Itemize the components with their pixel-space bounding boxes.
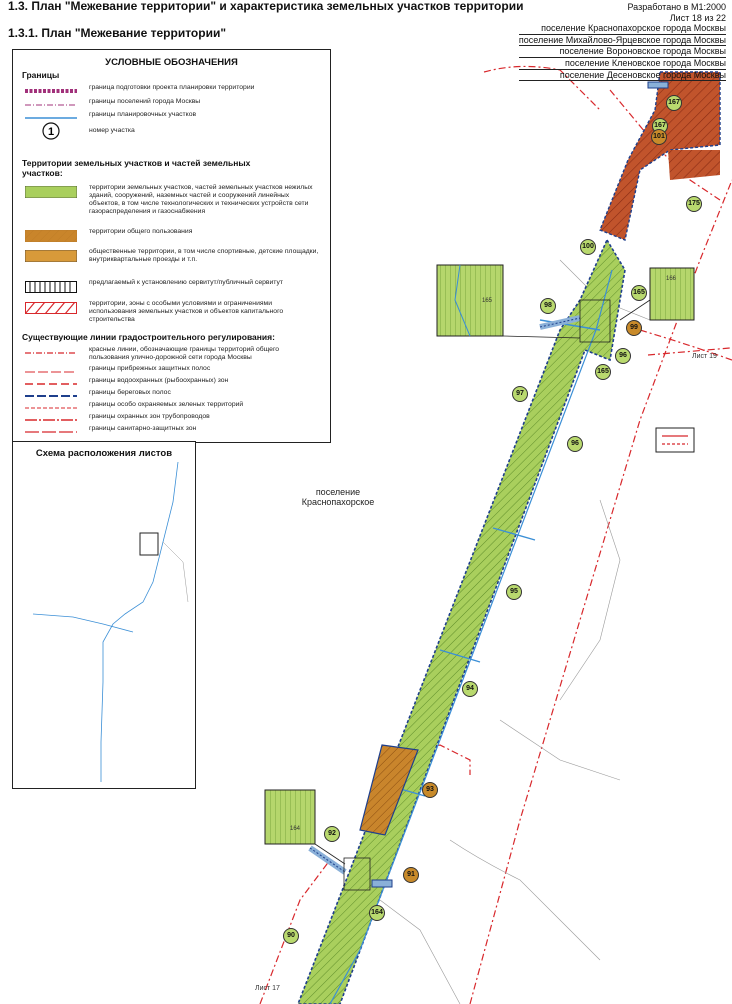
legend-lines-heading: Существующие линии градостроительного регулирования:: [22, 332, 275, 342]
legend-label: границы санитарно-защитных зон: [89, 425, 197, 432]
legend-label: граница подготовки проекта планировки территории: [89, 84, 255, 91]
page-title: 1.3. План "Межевание территории" и характеристика земельных участков территории: [8, 0, 524, 13]
legend-label: границы береговых полос: [89, 389, 171, 396]
plot-marker: 90: [283, 928, 299, 944]
plot-marker: 165: [631, 285, 647, 301]
restricted-zone-right: [668, 150, 720, 180]
settlement-name: поселение Кленовское города Москвы: [519, 58, 726, 70]
swatch-orange: [25, 250, 77, 262]
legend-label: предлагаемый к установлению сервитут/публичный сервитут: [89, 279, 283, 286]
plot-marker: 175: [686, 196, 702, 212]
legend-borders-heading: Границы: [22, 70, 60, 80]
settlement-name: поселение Десеновское города Москвы: [519, 70, 726, 82]
legend-row: [21, 184, 321, 218]
swatch-red-line: [25, 348, 77, 358]
sheet-layout-scheme: [12, 441, 196, 789]
plot-marker: 92: [324, 826, 340, 842]
legend-label: границы водоохранных (рыбоохранных) зон: [89, 377, 229, 384]
scheme-title: Схема расположения листов: [35, 448, 173, 459]
legend-territories-heading: Территории земельных участков и частей земельных участков:: [22, 158, 251, 178]
swatch-pipeline-zone: [25, 415, 77, 425]
swatch-brown: [25, 230, 77, 242]
plot-marker: 101: [651, 129, 667, 145]
detail-label: 166: [666, 276, 677, 282]
swatch-green: [25, 186, 77, 198]
legend-row: [21, 425, 321, 439]
legend-label: границы прибрежных защитных полос: [89, 365, 211, 372]
legend-row: [21, 84, 321, 98]
plot-marker: 100: [580, 239, 596, 255]
legend-row: [21, 279, 321, 299]
legend-title: УСЛОВНЫЕ ОБОЗНАЧЕНИЯ: [105, 57, 238, 68]
swatch-settlement-border: [25, 100, 77, 110]
swatch-water-protection: [25, 379, 77, 389]
legend-label: номер участка: [89, 127, 135, 134]
detail-label: 164: [290, 826, 301, 832]
plot-marker: 167: [652, 118, 668, 134]
red-symbol-box: [656, 428, 694, 452]
swatch-servitude: [25, 281, 77, 293]
plot-marker: 95: [506, 584, 522, 600]
sheet-text: Лист 18 из 22: [669, 12, 726, 23]
legend-label: границы охранных зон трубопроводов: [89, 413, 210, 420]
plot-marker: 99: [626, 320, 642, 336]
legend-label: границы планировочных участков: [89, 111, 197, 118]
settlement-label: поселение Краснопахорское: [301, 487, 375, 507]
legend-label: территории общего пользования: [89, 228, 193, 235]
plot-marker: 97: [512, 386, 528, 402]
page-subtitle: 1.3.1. План "Межевание территории": [8, 26, 227, 40]
settlement-name: поселение Вороновское города Москвы: [519, 46, 726, 58]
corridor-green: [298, 240, 625, 1004]
plot-marker: 93: [422, 782, 438, 798]
legend-row: [21, 124, 321, 138]
plot-marker: 94: [462, 681, 478, 697]
detail-square-165: [437, 265, 580, 338]
plot-number-symbol: [25, 122, 77, 140]
scheme-drawing: [13, 442, 195, 788]
swatch-planning-border: [25, 86, 77, 96]
detail-label: 165: [482, 298, 493, 304]
legend-label: общественные территории, в том числе спортивные, детские площадки, внутриквартальные проезды и т.п.: [89, 248, 319, 263]
plot-marker: 165: [595, 364, 611, 380]
plot-marker: 96: [615, 348, 631, 364]
sheet-17-label: Лист 17: [255, 985, 280, 992]
legend-row: [21, 98, 321, 112]
legend-label: границы поселений города Москвы: [89, 98, 201, 105]
plot-number-sample: 1: [47, 126, 55, 138]
settlement-name: поселение Михайлово-Ярцевское города Москвы: [518, 34, 726, 45]
legend-label: территории, зоны с особыми условиями и ограничениями использования земельных участков и объектов капитального строительства: [89, 300, 284, 323]
scale-text: Разработано в М1:2000: [627, 2, 726, 12]
plot-marker: 167: [666, 95, 682, 111]
legend-row: [21, 248, 321, 274]
legend-row: [21, 346, 321, 364]
legend-label: территории земельных участков, частей земельных участков нежилых зданий, сооружений, наземных частей и сооружений линейных объектов, в том числе технологических и технических устройств сети газораспределения и газоснабжения: [89, 184, 313, 215]
legend-panel: [12, 49, 331, 443]
swatch-sanitary-zone: [25, 427, 77, 437]
legend-row: [21, 300, 321, 326]
settlement-name: поселение Краснопахорское города Москвы: [519, 23, 726, 35]
sheet-19-label: Лист 19: [692, 353, 717, 360]
swatch-coastal-protective: [25, 367, 77, 377]
legend-row: [21, 228, 321, 242]
legend-label: границы особо охраняемых зеленых территорий: [89, 401, 244, 408]
legend-label: красные линии, обозначающие границы территорий общего пользования улично-дорожной сети города Москвы: [89, 346, 280, 361]
header-info: [519, 2, 726, 81]
swatch-green-territories: [25, 403, 77, 413]
swatch-restricted: [25, 302, 77, 314]
plot-marker: 164: [369, 905, 385, 921]
plot-marker: 98: [540, 298, 556, 314]
plot-marker: 91: [403, 867, 419, 883]
swatch-shore-strip: [25, 391, 77, 401]
plot-marker: 96: [567, 436, 583, 452]
